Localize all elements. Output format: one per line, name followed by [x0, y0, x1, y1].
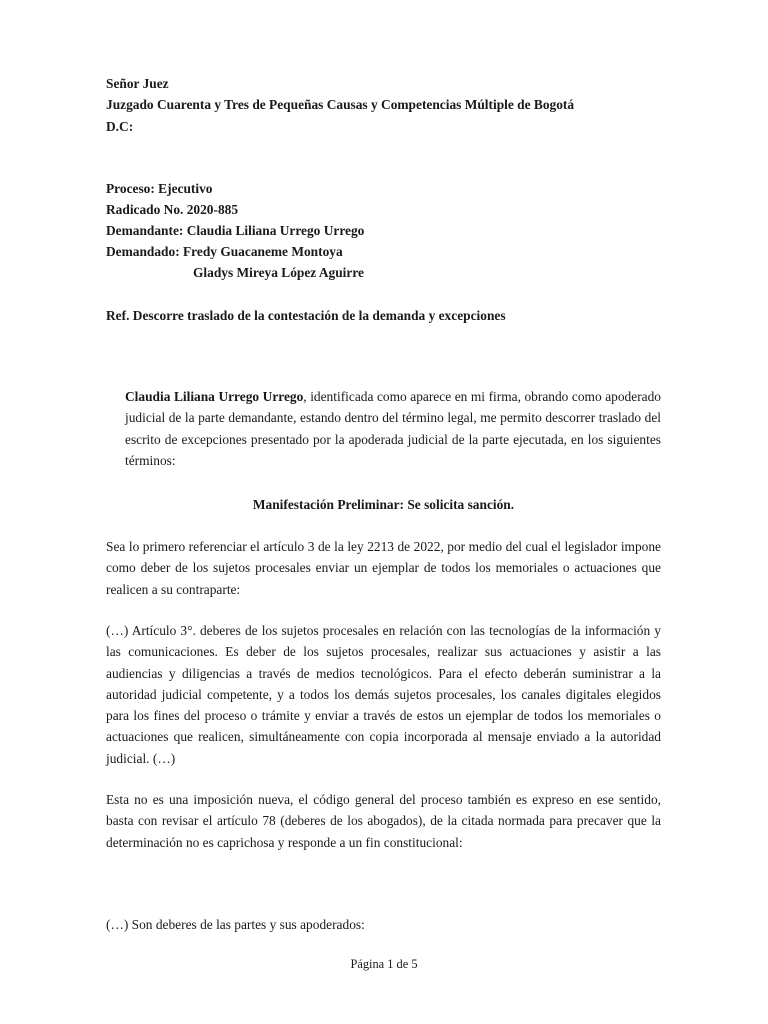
paragraph-4: (…) Son deberes de las partes y sus apoderados:	[106, 917, 365, 932]
intro-text-b: , estando dentro del término legal, me permito descorrer traslado del escrito de excepciones presentado por la apoderada judicial de la parte ejecutada, en los siguientes términos:	[125, 410, 661, 468]
case-radicado: Radicado No. 2020-885	[106, 202, 239, 217]
section-title: Manifestación Preliminar: Se solicita sanción.	[252, 497, 515, 512]
case-defendant-2: Gladys Mireya López Aguirre	[193, 265, 364, 280]
intro-text-a: , identificada como aparece en mi firma, obrando como apoderado judicial de la parte demandante	[125, 389, 661, 426]
case-plaintiff: Demandante: Claudia Liliana Urrego Urrego	[106, 223, 365, 238]
court-name-line2: D.C:	[106, 119, 134, 134]
case-process: Proceso: Ejecutivo	[106, 181, 213, 196]
salutation: Señor Juez	[106, 76, 169, 91]
paragraph-3: Esta no es una imposición nueva, el código general del proceso también es expreso en ese sentido, basta con revisar el artículo 78 (deberes de los abogados), de la citada normada para precaver que la determinación no es caprichosa y responde a un fin constitucional:	[106, 792, 661, 850]
reference-line: Ref. Descorre traslado de la contestación de la demanda y excepciones	[106, 308, 506, 323]
intro-name: Claudia Liliana Urrego Urrego	[125, 389, 304, 404]
court-name-line1: Juzgado Cuarenta y Tres de Pequeñas Causas y Competencias Múltiple de Bogotá	[106, 97, 575, 112]
case-defendant-1: Demandado: Fredy Guacaneme Montoya	[106, 244, 343, 259]
intro-paragraph	[125, 386, 661, 471]
page-number-footer: Página 1 de 5	[350, 957, 418, 971]
paragraph-1: Sea lo primero referenciar el artículo 3 de la ley 2213 de 2022, por medio del cual el legislador impone como deber de los sujetos procesales enviar un ejemplar de todos los memoriales o actuaciones que realicen a su contraparte:	[106, 539, 661, 597]
paragraph-2-quote: (…) Artículo 3°. deberes de los sujetos procesales en relación con las tecnologías de la información y las comunicaciones. Es deber de los sujetos procesales, realizar sus actuaciones y asistir a las audiencias y diligencias a través de medios tecnológicos. Para el efecto deberán suministrar a la autoridad judicial competente, y a todos los demás sujetos procesales, los canales digitales elegidos para los fines del proceso o trámite y enviar a través de estos un ejemplar de todos los memoriales o actuaciones que realicen, simultáneamente con copia incorporada al mensaje enviado a la autoridad judicial. (…)	[106, 623, 661, 766]
